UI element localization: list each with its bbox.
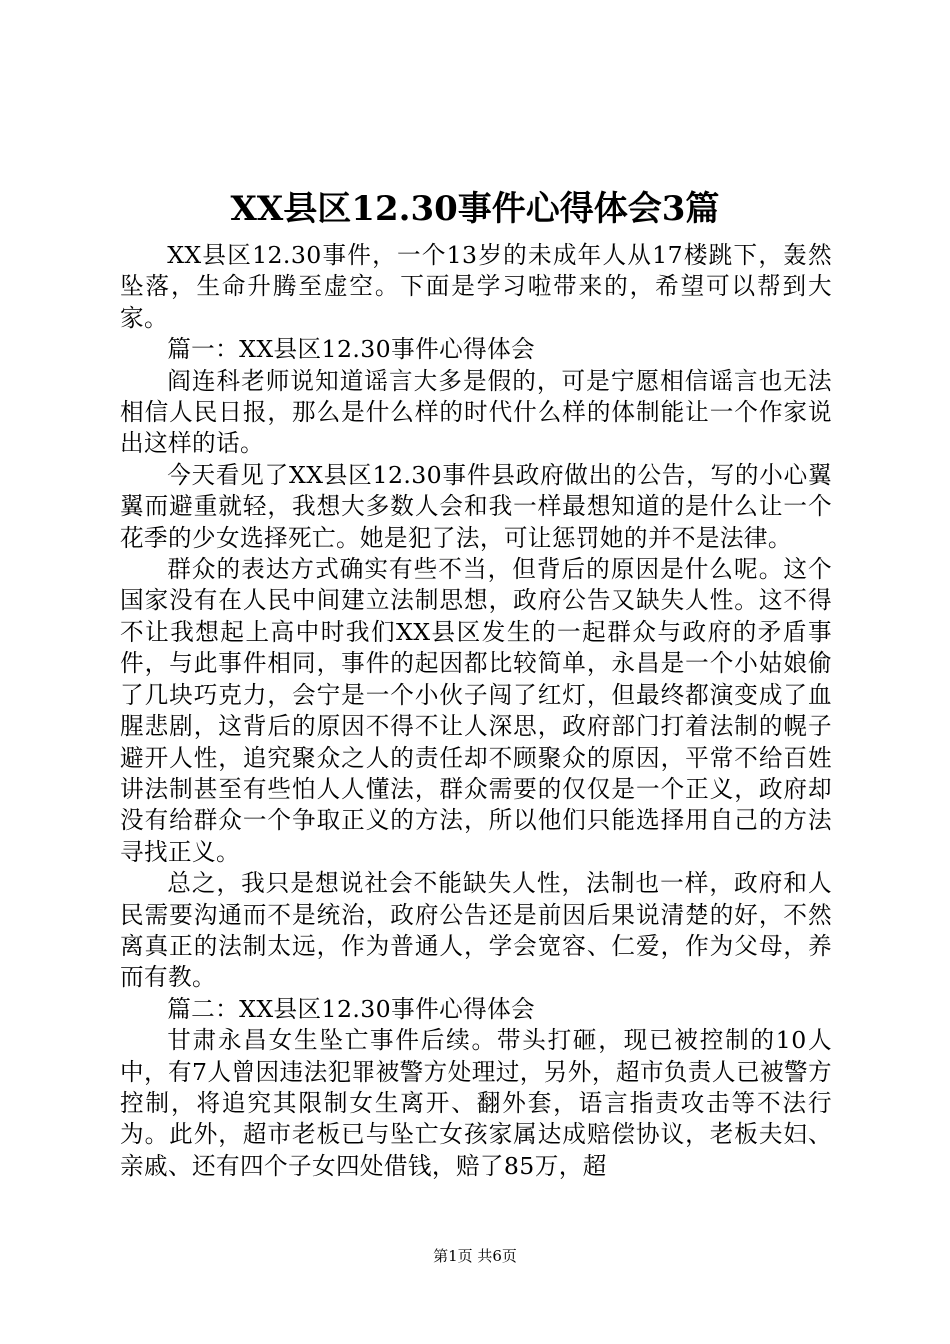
document-body	[120, 240, 832, 1182]
page-footer: 第1页 共6页	[433, 1247, 517, 1265]
intro-paragraph: XX县区12.30事件，一个13岁的未成年人从17楼跳下，轰然坠落，生命升腾至虚空。下面是学习啦带来的，希望可以帮到大家。	[120, 241, 832, 332]
body-paragraph: 今天看见了XX县区12.30事件县政府做出的公告，写的小心翼翼而避重就轻，我想大多数人会和我一样最想知道的是什么让一个花季的少女选择死亡。她是犯了法，可让惩罚她的并不是法律。	[120, 460, 832, 552]
body-paragraph: 甘肃永昌女生坠亡事件后续。带头打砸，现已被控制的10人中，有7人曾因违法犯罪被警方处理过，另外，超市负责人已被警方控制，将追究其限制女生离开、翻外套，语言指责攻击等不法行为。此外，超市老板已与坠亡女孩家属达成赔偿协议，老板夫妇、亲戚、还有四个子女四处借钱，赔了85万，超	[120, 1026, 832, 1180]
body-paragraph: 阎连科老师说知道谣言大多是假的，可是宁愿相信谣言也无法相信人民日报，那么是什么样的时代什么样的体制能让一个作家说出这样的话。	[120, 366, 832, 458]
section-heading-2: 篇二：XX县区12.30事件心得体会	[167, 994, 536, 1023]
body-paragraph: 总之，我只是想说社会不能缺失人性，法制也一样，政府和人民需要沟通而不是统治，政府公告还是前因后果说清楚的好，不然离真正的法制太远，作为普通人，学会宽容、仁爱，作为父母，养而有教。	[120, 869, 832, 992]
document-title: XX县区12.30事件心得体会3篇	[230, 189, 720, 229]
section-heading-1: 篇一：XX县区12.30事件心得体会	[167, 335, 536, 364]
body-paragraph: 群众的表达方式确实有些不当，但背后的原因是什么呢。这个国家没有在人民中间建立法制思想，政府公告又缺失人性。这不得不让我想起上高中时我们XX县区发生的一起群众与政府的矛盾事件，与此事件相同，事件的起因都比较简单，永昌是一个小姑娘偷了几块巧克力，会宁是一个小伙子闯了红灯，但最终都演变成了血腥悲剧，这背后的原因不得不让人深思，政府部门打着法制的幌子避开人性，追究聚众之人的责任却不顾聚众的原因，平常不给百姓讲法制甚至有些怕人人懂法，群众需要的仅仅是一个正义，政府却没有给群众一个争取正义的方法，所以他们只能选择用自己的方法寻找正义。	[120, 555, 832, 866]
